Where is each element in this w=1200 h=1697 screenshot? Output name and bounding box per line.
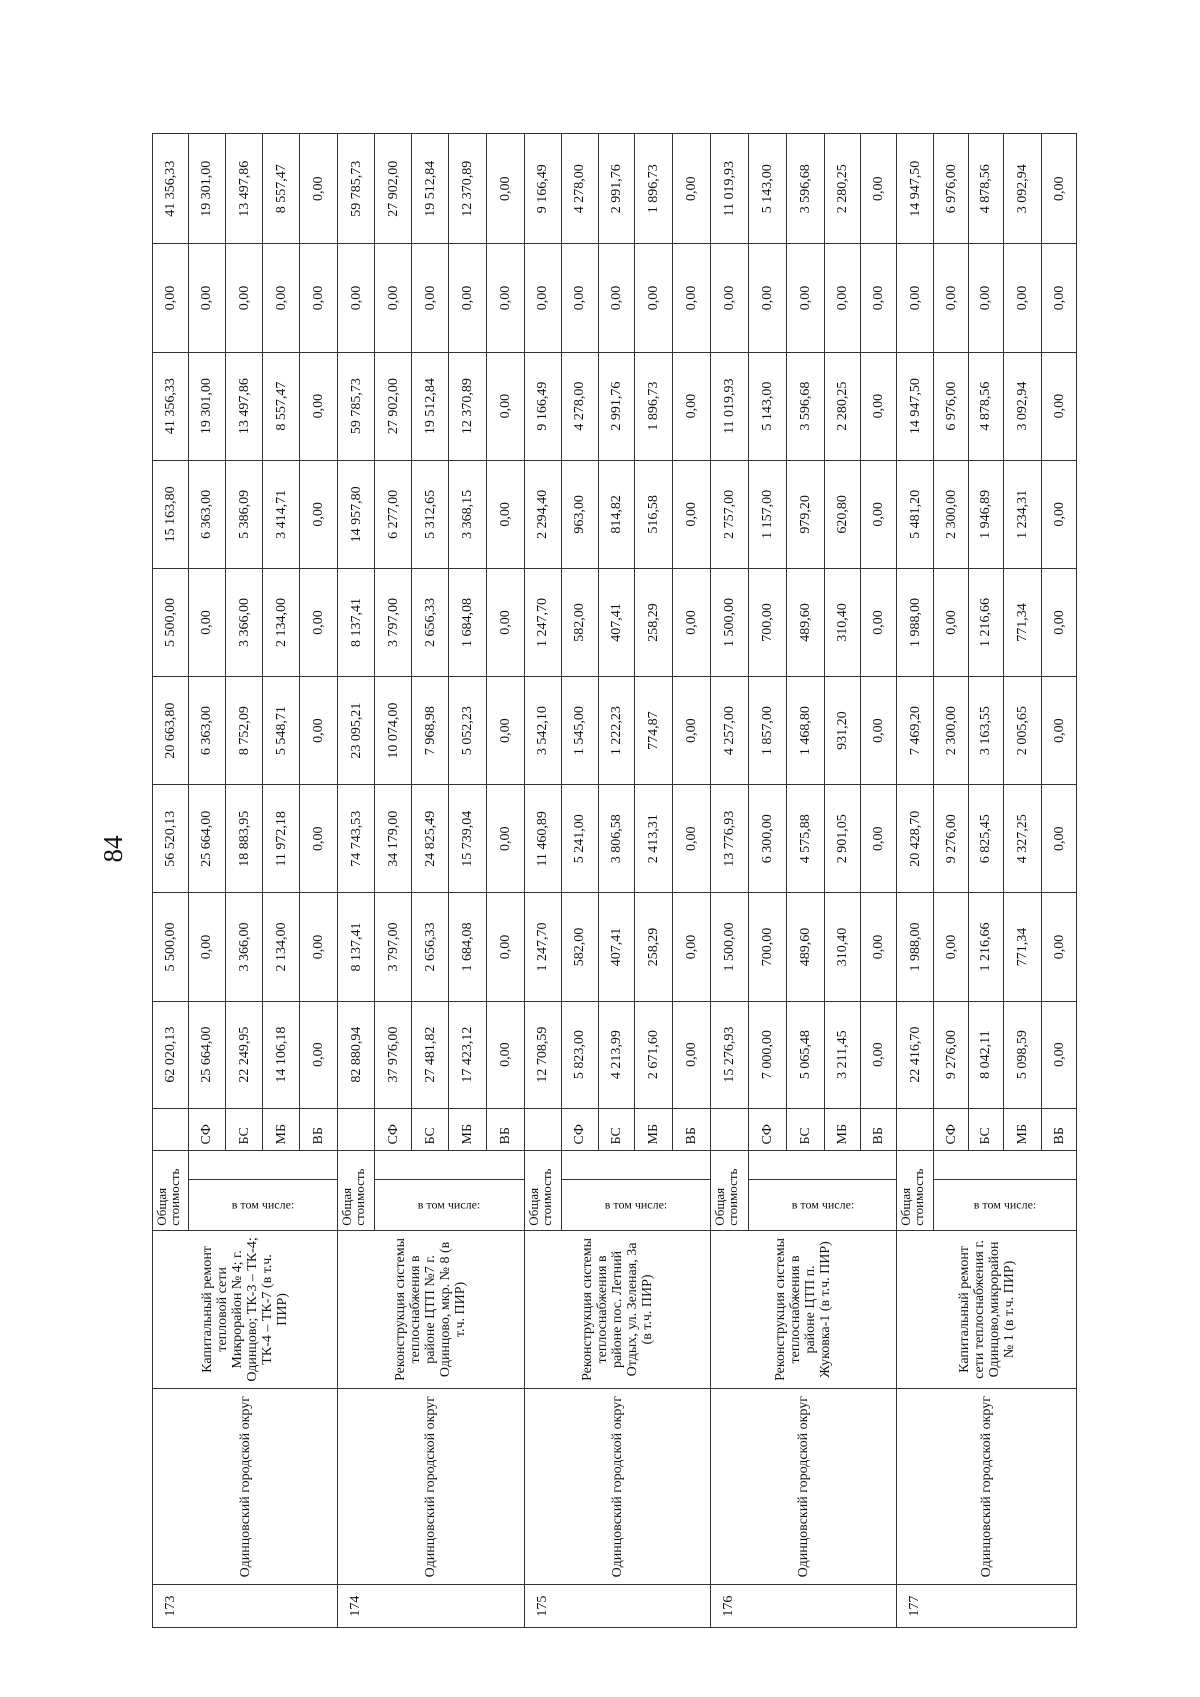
value-cell: 0,00 (338, 244, 375, 352)
value-cell: 19 512,84 (412, 352, 449, 460)
value-cell: 258,29 (634, 568, 672, 676)
including-label-cell (188, 1180, 337, 1230)
value-cell: 11 460,89 (524, 785, 561, 893)
value-cell: 0,00 (1042, 1001, 1077, 1108)
value-cell: 0,00 (487, 134, 524, 244)
value-cell: 700,00 (748, 568, 786, 676)
funding-source-code: ВБ (300, 1108, 338, 1151)
value-cell: 0,00 (1042, 352, 1077, 460)
spacer-cell (188, 1151, 337, 1180)
value-cell: 5 481,20 (897, 460, 934, 568)
value-cell: 2 991,76 (598, 134, 634, 244)
value-cell: 12 370,89 (449, 352, 487, 460)
value-cell: 4 278,00 (561, 134, 598, 244)
value-cell: 5 312,65 (412, 460, 449, 568)
row-number: 176 (710, 1585, 896, 1628)
value-cell: 4 878,56 (969, 352, 1004, 460)
value-cell: 1 896,73 (634, 352, 672, 460)
funding-source-code: ВБ (861, 1108, 897, 1151)
value-cell: 2 300,00 (934, 677, 969, 785)
value-cell: 2 300,00 (934, 460, 969, 568)
value-cell: 3 542,10 (524, 677, 561, 785)
value-cell: 3 596,68 (787, 134, 825, 244)
value-cell: 22 249,95 (226, 1001, 263, 1108)
value-cell: 3 366,00 (226, 893, 263, 1001)
value-cell: 27 481,82 (412, 1001, 449, 1108)
value-cell: 0,00 (1042, 893, 1077, 1001)
value-cell: 0,00 (861, 1001, 897, 1108)
value-cell: 0,00 (825, 244, 861, 352)
value-cell: 1 684,08 (449, 568, 487, 676)
value-cell: 0,00 (487, 785, 524, 893)
funding-source-code: БС (226, 1108, 263, 1151)
row-number: 173 (153, 1585, 338, 1628)
spacer-cell (934, 1151, 1077, 1180)
including-label: в том числе: (418, 1197, 481, 1212)
value-cell: 9 166,49 (524, 134, 561, 244)
object-name-cell: Капитальный ремонт сети теплоснабжения г. Одинцово,микрорайон № 1 (в т.ч. ПИР) (897, 1230, 1077, 1389)
value-cell: 9 276,00 (934, 1001, 969, 1108)
value-cell: 15 163,80 (153, 460, 189, 568)
value-cell: 0,00 (861, 244, 897, 352)
value-cell: 1 216,66 (969, 893, 1004, 1001)
value-cell: 0,00 (672, 134, 710, 244)
value-cell: 20 663,80 (153, 677, 189, 785)
spacer-cell (375, 1151, 524, 1180)
value-cell: 2 991,76 (598, 352, 634, 460)
funding-table (152, 133, 1077, 1628)
including-label-cell (748, 1180, 896, 1230)
value-cell: 9 166,49 (524, 352, 561, 460)
value-cell: 582,00 (561, 893, 598, 1001)
value-cell: 3 596,68 (787, 352, 825, 460)
value-cell: 0,00 (300, 134, 338, 244)
value-cell: 310,40 (825, 893, 861, 1001)
value-cell: 0,00 (524, 244, 561, 352)
value-cell: 0,00 (300, 352, 338, 460)
value-cell: 3 092,94 (1003, 134, 1041, 244)
value-cell: 0,00 (861, 677, 897, 785)
value-cell: 2 656,33 (412, 568, 449, 676)
value-cell: 4 257,00 (710, 677, 748, 785)
value-cell: 6 363,00 (188, 460, 225, 568)
total-cost-label: Общая стоимость (710, 1151, 748, 1230)
value-cell: 516,58 (634, 460, 672, 568)
value-cell: 0,00 (672, 677, 710, 785)
table-row (897, 134, 934, 1628)
value-cell: 17 423,12 (449, 1001, 487, 1108)
blank-code-cell (897, 1108, 934, 1151)
funding-source-code: СФ (188, 1108, 225, 1151)
rotated-table-container (152, 133, 1077, 1628)
value-cell: 11 972,18 (263, 785, 300, 893)
value-cell: 2 901,05 (825, 785, 861, 893)
value-cell: 963,00 (561, 460, 598, 568)
value-cell: 2 280,25 (825, 134, 861, 244)
value-cell: 18 883,95 (226, 785, 263, 893)
blank-code-cell (710, 1108, 748, 1151)
value-cell: 6 976,00 (934, 352, 969, 460)
value-cell: 2 294,40 (524, 460, 561, 568)
municipality-cell: Одинцовский городской округ (153, 1389, 338, 1585)
funding-source-code: СФ (934, 1108, 969, 1151)
value-cell: 8 137,41 (338, 568, 375, 676)
funding-source-code: СФ (748, 1108, 786, 1151)
funding-source-code: МБ (634, 1108, 672, 1151)
value-cell: 8 752,09 (226, 677, 263, 785)
including-label-cell (934, 1180, 1077, 1230)
value-cell: 8 042,11 (969, 1001, 1004, 1108)
value-cell: 56 520,13 (153, 785, 189, 893)
value-cell: 407,41 (598, 893, 634, 1001)
municipality-cell: Одинцовский городской округ (524, 1389, 710, 1585)
value-cell: 0,00 (1042, 244, 1077, 352)
value-cell: 5 500,00 (153, 893, 189, 1001)
funding-source-code: ВБ (672, 1108, 710, 1151)
total-cost-label: Общая стоимость (524, 1151, 561, 1230)
funding-source-code: СФ (561, 1108, 598, 1151)
value-cell: 2 671,60 (634, 1001, 672, 1108)
value-cell: 1 500,00 (710, 893, 748, 1001)
value-cell: 0,00 (300, 244, 338, 352)
funding-source-code: БС (412, 1108, 449, 1151)
including-label-cell (561, 1180, 710, 1230)
including-label: в том числе: (231, 1197, 295, 1212)
value-cell: 0,00 (1042, 785, 1077, 893)
value-cell: 41 356,33 (153, 352, 189, 460)
row-number: 175 (524, 1585, 710, 1628)
value-cell: 20 428,70 (897, 785, 934, 893)
value-cell: 22 416,70 (897, 1001, 934, 1108)
value-cell: 620,80 (825, 460, 861, 568)
value-cell: 1 857,00 (748, 677, 786, 785)
funding-source-code: МБ (263, 1108, 300, 1151)
value-cell: 0,00 (188, 244, 225, 352)
value-cell: 774,87 (634, 677, 672, 785)
value-cell: 62 020,13 (153, 1001, 189, 1108)
funding-source-code: МБ (825, 1108, 861, 1151)
value-cell: 37 976,00 (375, 1001, 412, 1108)
table-row (710, 134, 748, 1628)
object-name-cell: Капитальный ремонт тепловой сети Микрорайон № 4; г. Одинцово; ТК-3 – ТК-4; ТК-4 – ТК-7 (в т.ч. ПИР) (153, 1230, 338, 1389)
value-cell: 0,00 (300, 677, 338, 785)
value-cell: 59 785,73 (338, 134, 375, 244)
value-cell: 0,00 (226, 244, 263, 352)
including-label: в том числе: (604, 1197, 667, 1212)
value-cell: 0,00 (300, 785, 338, 893)
value-cell: 3 163,55 (969, 677, 1004, 785)
value-cell: 5 823,00 (561, 1001, 598, 1108)
funding-source-code: МБ (1003, 1108, 1041, 1151)
value-cell: 13 497,86 (226, 352, 263, 460)
value-cell: 771,34 (1003, 568, 1041, 676)
including-label-cell (375, 1180, 524, 1230)
value-cell: 0,00 (412, 244, 449, 352)
value-cell: 19 512,84 (412, 134, 449, 244)
including-label: в том числе: (973, 1197, 1037, 1212)
value-cell: 0,00 (449, 244, 487, 352)
value-cell: 6 277,00 (375, 460, 412, 568)
table-body (153, 134, 1077, 1628)
table-row (524, 134, 561, 1628)
value-cell: 1 988,00 (897, 893, 934, 1001)
value-cell: 0,00 (487, 893, 524, 1001)
funding-source-code: БС (969, 1108, 1004, 1151)
value-cell: 27 902,00 (375, 352, 412, 460)
value-cell: 5 548,71 (263, 677, 300, 785)
value-cell: 2 280,25 (825, 352, 861, 460)
value-cell: 1 684,08 (449, 893, 487, 1001)
value-cell: 0,00 (934, 893, 969, 1001)
value-cell: 5 386,09 (226, 460, 263, 568)
value-cell: 25 664,00 (188, 785, 225, 893)
value-cell: 34 179,00 (375, 785, 412, 893)
total-cost-label: Общая стоимость (153, 1151, 189, 1230)
value-cell: 13 776,93 (710, 785, 748, 893)
value-cell: 0,00 (1003, 244, 1041, 352)
value-cell: 5 098,59 (1003, 1001, 1041, 1108)
value-cell: 0,00 (672, 785, 710, 893)
value-cell: 5 143,00 (748, 134, 786, 244)
value-cell: 1 247,70 (524, 568, 561, 676)
value-cell: 1 157,00 (748, 460, 786, 568)
value-cell: 4 878,56 (969, 134, 1004, 244)
value-cell: 1 234,31 (1003, 460, 1041, 568)
blank-code-cell (338, 1108, 375, 1151)
value-cell: 0,00 (487, 1001, 524, 1108)
value-cell: 9 276,00 (934, 785, 969, 893)
value-cell: 814,82 (598, 460, 634, 568)
municipality-cell: Одинцовский городской округ (710, 1389, 896, 1585)
value-cell: 0,00 (188, 568, 225, 676)
value-cell: 6 825,45 (969, 785, 1004, 893)
value-cell: 0,00 (672, 460, 710, 568)
value-cell: 5 052,23 (449, 677, 487, 785)
value-cell: 3 092,94 (1003, 352, 1041, 460)
value-cell: 1 247,70 (524, 893, 561, 1001)
funding-source-code: СФ (375, 1108, 412, 1151)
value-cell: 0,00 (787, 244, 825, 352)
value-cell: 0,00 (487, 244, 524, 352)
value-cell: 0,00 (934, 568, 969, 676)
value-cell: 0,00 (300, 460, 338, 568)
value-cell: 489,60 (787, 568, 825, 676)
value-cell: 310,40 (825, 568, 861, 676)
object-name-cell: Реконструкция системы теплоснабжения в районе пос. Летний Отдых, ул. Зеленая, 3а (в т.ч. ПИР) (524, 1230, 710, 1389)
value-cell: 3 797,00 (375, 893, 412, 1001)
value-cell: 0,00 (487, 352, 524, 460)
value-cell: 2 413,31 (634, 785, 672, 893)
value-cell: 1 468,80 (787, 677, 825, 785)
value-cell: 3 366,00 (226, 568, 263, 676)
value-cell: 2 757,00 (710, 460, 748, 568)
value-cell: 5 241,00 (561, 785, 598, 893)
value-cell: 0,00 (598, 244, 634, 352)
value-cell: 0,00 (861, 352, 897, 460)
value-cell: 4 575,88 (787, 785, 825, 893)
value-cell: 1 545,00 (561, 677, 598, 785)
funding-source-code: БС (787, 1108, 825, 1151)
object-name-cell: Реконструкция системы теплоснабжения в районе ЦТП п. Жуковка-1 (в т.ч. ПИР) (710, 1230, 896, 1389)
funding-source-code: БС (598, 1108, 634, 1151)
object-name-cell: Реконструкция системы теплоснабжения в районе ЦТП №7 г. Одинцово, мкр. № 8 (в т.ч. ПИР) (338, 1230, 524, 1389)
including-label: в том числе: (791, 1197, 854, 1212)
table-row (153, 134, 189, 1628)
value-cell: 4 213,99 (598, 1001, 634, 1108)
value-cell: 24 825,49 (412, 785, 449, 893)
value-cell: 0,00 (1042, 677, 1077, 785)
value-cell: 25 664,00 (188, 1001, 225, 1108)
value-cell: 4 327,25 (1003, 785, 1041, 893)
value-cell: 0,00 (487, 460, 524, 568)
value-cell: 0,00 (300, 1001, 338, 1108)
value-cell: 14 957,80 (338, 460, 375, 568)
value-cell: 12 370,89 (449, 134, 487, 244)
value-cell: 0,00 (710, 244, 748, 352)
value-cell: 0,00 (748, 244, 786, 352)
value-cell: 3 368,15 (449, 460, 487, 568)
value-cell: 15 276,93 (710, 1001, 748, 1108)
value-cell: 11 019,93 (710, 134, 748, 244)
total-cost-label: Общая стоимость (338, 1151, 375, 1230)
value-cell: 2 005,65 (1003, 677, 1041, 785)
value-cell: 7 000,00 (748, 1001, 786, 1108)
value-cell: 8 137,41 (338, 893, 375, 1001)
value-cell: 1 216,66 (969, 568, 1004, 676)
value-cell: 82 880,94 (338, 1001, 375, 1108)
value-cell: 6 300,00 (748, 785, 786, 893)
value-cell: 59 785,73 (338, 352, 375, 460)
value-cell: 0,00 (672, 568, 710, 676)
value-cell: 5 500,00 (153, 568, 189, 676)
funding-source-code: ВБ (1042, 1108, 1077, 1151)
value-cell: 0,00 (561, 244, 598, 352)
value-cell: 11 019,93 (710, 352, 748, 460)
spacer-cell (561, 1151, 710, 1180)
blank-code-cell (524, 1108, 561, 1151)
value-cell: 2 134,00 (263, 568, 300, 676)
value-cell: 19 301,00 (188, 352, 225, 460)
value-cell: 0,00 (1042, 460, 1077, 568)
value-cell: 0,00 (861, 134, 897, 244)
value-cell: 2 134,00 (263, 893, 300, 1001)
value-cell: 0,00 (672, 1001, 710, 1108)
value-cell: 0,00 (634, 244, 672, 352)
value-cell: 407,41 (598, 568, 634, 676)
value-cell: 489,60 (787, 893, 825, 1001)
value-cell: 27 902,00 (375, 134, 412, 244)
value-cell: 0,00 (300, 568, 338, 676)
value-cell: 6 976,00 (934, 134, 969, 244)
value-cell: 0,00 (263, 244, 300, 352)
value-cell: 7 469,20 (897, 677, 934, 785)
value-cell: 0,00 (861, 460, 897, 568)
value-cell: 1 988,00 (897, 568, 934, 676)
value-cell: 0,00 (300, 893, 338, 1001)
value-cell: 1 500,00 (710, 568, 748, 676)
value-cell: 0,00 (1042, 568, 1077, 676)
value-cell: 3 211,45 (825, 1001, 861, 1108)
value-cell: 15 739,04 (449, 785, 487, 893)
value-cell: 979,20 (787, 460, 825, 568)
value-cell: 2 656,33 (412, 893, 449, 1001)
value-cell: 8 557,47 (263, 134, 300, 244)
value-cell: 0,00 (897, 244, 934, 352)
value-cell: 0,00 (672, 893, 710, 1001)
value-cell: 258,29 (634, 893, 672, 1001)
value-cell: 3 806,58 (598, 785, 634, 893)
blank-code-cell (153, 1108, 189, 1151)
value-cell: 931,20 (825, 677, 861, 785)
value-cell: 0,00 (934, 244, 969, 352)
municipality-cell: Одинцовский городской округ (897, 1389, 1077, 1585)
value-cell: 4 278,00 (561, 352, 598, 460)
table-row (338, 134, 375, 1628)
value-cell: 7 968,98 (412, 677, 449, 785)
value-cell: 0,00 (969, 244, 1004, 352)
value-cell: 14 106,18 (263, 1001, 300, 1108)
value-cell: 0,00 (487, 677, 524, 785)
value-cell: 0,00 (1042, 134, 1077, 244)
value-cell: 771,34 (1003, 893, 1041, 1001)
funding-source-code: ВБ (487, 1108, 524, 1151)
value-cell: 0,00 (672, 352, 710, 460)
value-cell: 0,00 (672, 244, 710, 352)
value-cell: 19 301,00 (188, 134, 225, 244)
row-number: 177 (897, 1585, 1077, 1628)
value-cell: 0,00 (375, 244, 412, 352)
funding-source-code: МБ (449, 1108, 487, 1151)
value-cell: 6 363,00 (188, 677, 225, 785)
value-cell: 13 497,86 (226, 134, 263, 244)
value-cell: 1 222,23 (598, 677, 634, 785)
value-cell: 0,00 (861, 893, 897, 1001)
value-cell: 1 946,89 (969, 460, 1004, 568)
value-cell: 8 557,47 (263, 352, 300, 460)
total-cost-label: Общая стоимость (897, 1151, 934, 1230)
value-cell: 14 947,50 (897, 352, 934, 460)
value-cell: 1 896,73 (634, 134, 672, 244)
row-number: 174 (338, 1585, 524, 1628)
value-cell: 582,00 (561, 568, 598, 676)
value-cell: 0,00 (861, 785, 897, 893)
value-cell: 74 743,53 (338, 785, 375, 893)
page-number: 84 (98, 835, 128, 863)
value-cell: 5 143,00 (748, 352, 786, 460)
value-cell: 3 797,00 (375, 568, 412, 676)
municipality-cell: Одинцовский городской округ (338, 1389, 524, 1585)
value-cell: 41 356,33 (153, 134, 189, 244)
value-cell: 5 065,48 (787, 1001, 825, 1108)
value-cell: 700,00 (748, 893, 786, 1001)
value-cell: 3 414,71 (263, 460, 300, 568)
spacer-cell (748, 1151, 896, 1180)
value-cell: 0,00 (153, 244, 189, 352)
value-cell: 0,00 (188, 893, 225, 1001)
value-cell: 14 947,50 (897, 134, 934, 244)
value-cell: 10 074,00 (375, 677, 412, 785)
value-cell: 12 708,59 (524, 1001, 561, 1108)
value-cell: 23 095,21 (338, 677, 375, 785)
value-cell: 0,00 (861, 568, 897, 676)
value-cell: 0,00 (487, 568, 524, 676)
